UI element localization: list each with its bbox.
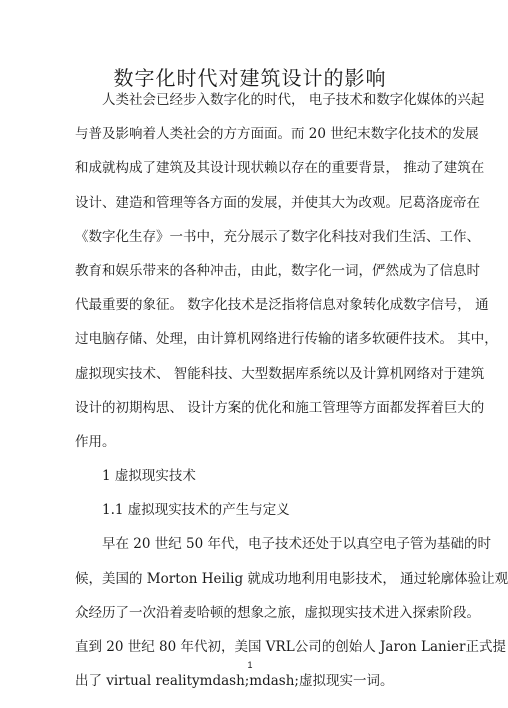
text-line: 过电脑存储、处理，由计算机网络进行传输的诸多软硬件技术。 其中，	[75, 331, 498, 348]
text-line: 出了 virtual realitymdash;mdash;虚拟现实一词。	[75, 673, 394, 690]
text-line: 人类社会已经步入数字化的时代， 电子技术和数字化媒体的兴起	[102, 92, 485, 108]
text-line: 作用。	[75, 433, 116, 450]
text-line: 设计的初期构思、 设计方案的优化和施工管理等方面都发挥着巨大的	[75, 399, 485, 416]
document-body	[75, 83, 508, 698]
document-title: 数字化时代对建筑设计的影响	[113, 66, 387, 90]
text-line: 早在 20 世纪 50 年代，电子技术还处于以真空电子管为基础的时	[102, 536, 492, 553]
text-line: 教育和娱乐带来的各种冲击，由此，数字化一词，俨然成为了信息时	[75, 262, 480, 279]
text-line: 代最重要的象征。 数字化技术是泛指将信息对象转化成数字信号， 通	[75, 297, 489, 314]
text-line: 直到 20 世纪 80 年代初，美国 VRL公司的创始人 Jaron Lanier正式提	[75, 639, 506, 655]
text-line: 1.1 虚拟现实技术的产生与定义	[102, 502, 290, 519]
text-line: 和成就构成了建筑及其设计现状赖以存在的重要背景， 推动了建筑在	[75, 160, 485, 177]
text-line: 候，美国的 Morton Heilig 就成功地利用电影技术， 通过轮廓体验让观	[75, 570, 508, 587]
text-line: 虚拟现实技术、 智能科技、大型数据库系统以及计算机网络对于建筑	[75, 365, 485, 382]
text-line: 与普及影响着人类社会的方方面面。而 20 世纪末数字化技术的发展	[75, 126, 479, 143]
text-line: 众经历了一次沿着麦哈顿的想象之旅，虚拟现实技术进入探索阶段。	[75, 604, 480, 621]
text-line: 1 虚拟现实技术	[102, 468, 196, 485]
page-number: 1	[247, 660, 253, 670]
text-line: 设计、建造和管理等各方面的发展，并使其大为改观。尼葛洛庞帝在	[75, 194, 480, 211]
text-line: 《数字化生存》一书中，充分展示了数字化科技对我们生活、工作、	[75, 228, 480, 245]
